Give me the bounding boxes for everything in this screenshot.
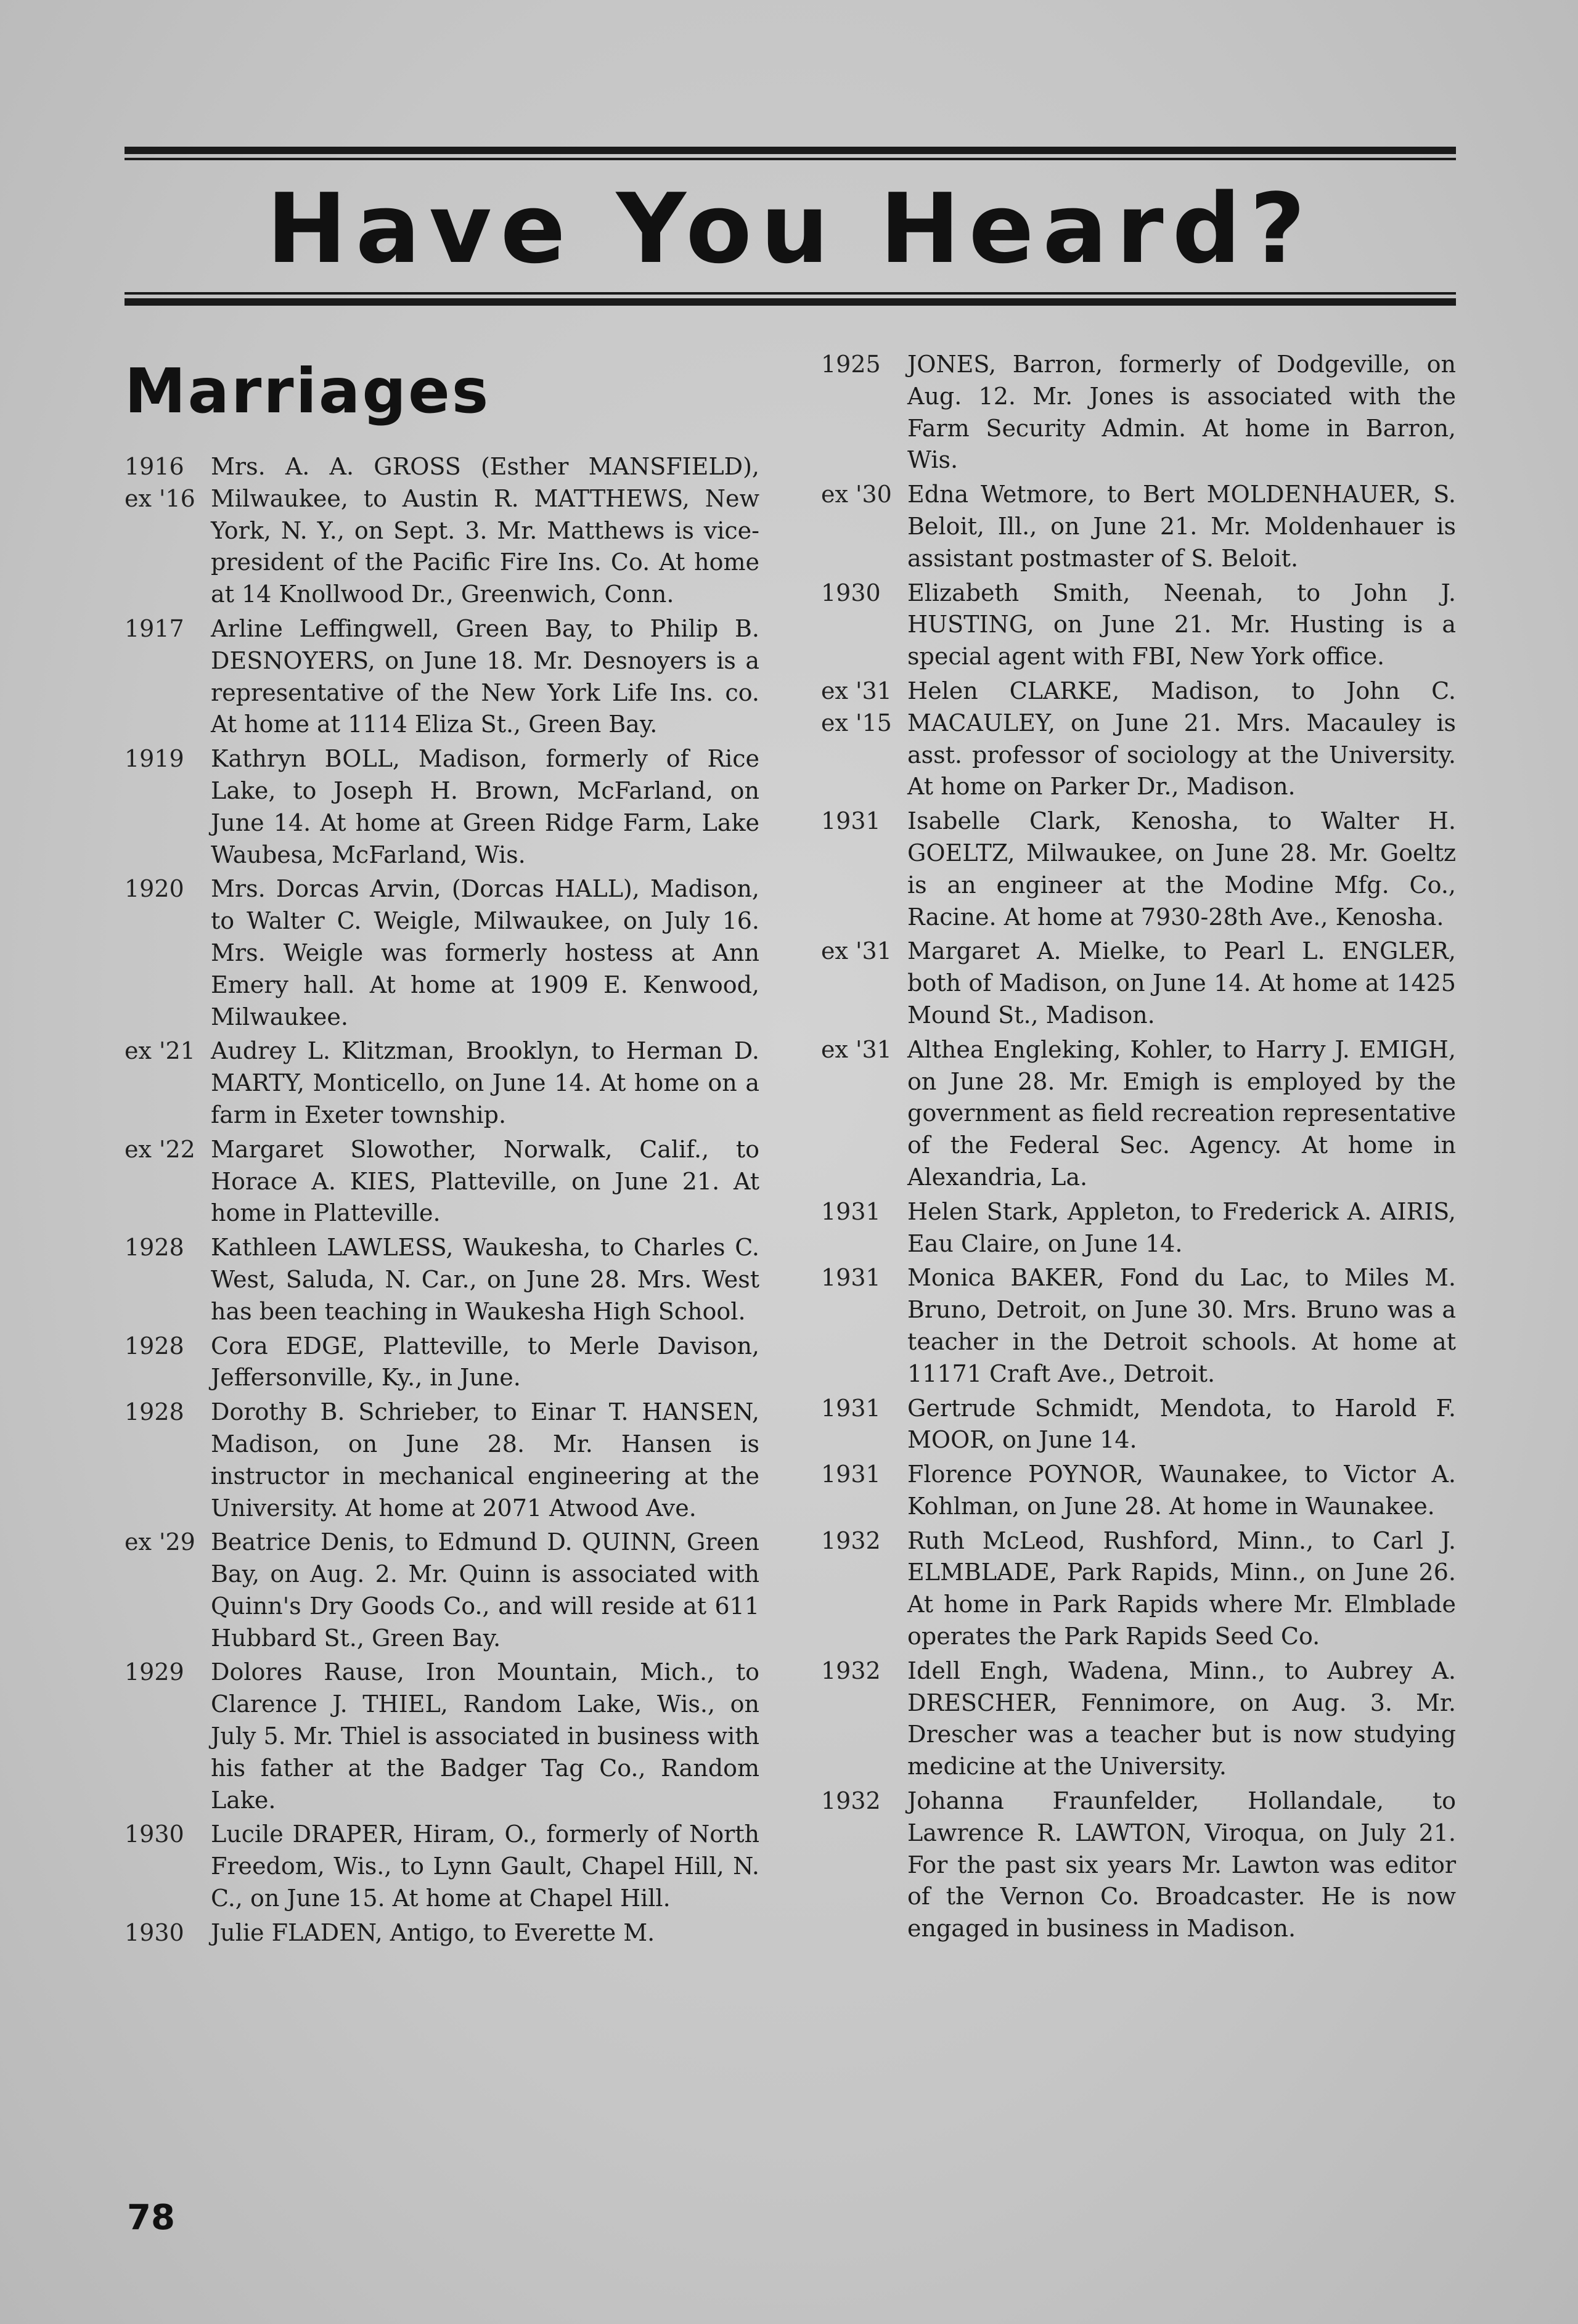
entry-year: 1920 [125, 875, 184, 903]
entry-text: Dolores Rause, Iron Mountain, Mich., to Clarence J. THIEL, Random Lake, Wis., on July 5. Mr. Thiel is associated in business with his father at the Badger Tag Co., Random Lake. [211, 1658, 759, 1814]
entry-text: Florence POYNOR, Waunakee, to Victor A. Kohlman, on June 28. At home in Waunakee. [907, 1461, 1456, 1520]
marriage-entry [821, 1785, 1456, 1945]
entry-text: Margaret Slowother, Norwalk, Calif., to Horace A. KIES, Platteville, on June 21. At home in Platteville. [211, 1135, 759, 1227]
entry-text: Monica BAKER, Fond du Lac, to Miles M. Bruno, Detroit, on June 30. Mrs. Bruno was a teacher in the Detroit schools. At home at 11171 Craft Ave., Detroit. [907, 1264, 1456, 1387]
entry-year: ex '29 [125, 1528, 195, 1556]
entry-text: Margaret A. Mielke, to Pearl L. ENGLER, both of Madison, on June 14. At home at 1425 Mound St., Madison. [907, 937, 1456, 1029]
marriage-entry [125, 1819, 759, 1914]
entry-text: Johanna Fraunfelder, Hollandale, to Lawrence R. LAWTON, Viroqua, on July 21. For the past six years Mr. Lawton was editor of the Vernon Co. Broadcaster. He is now engaged in business in Madison. [907, 1787, 1456, 1943]
entry-text: JONES, Barron, formerly of Dodgeville, on Aug. 12. Mr. Jones is associated with the Farm Security Admin. At home in Barron, Wis. [907, 351, 1456, 474]
entry-year: 1931 [821, 807, 881, 835]
marriage-entry [821, 936, 1456, 1031]
page-number: 78 [127, 2198, 175, 2238]
entry-text: Elizabeth Smith, Neenah, to John J. HUSTING, on June 21. Mr. Husting is a special agent with FBI, New York office. [907, 579, 1456, 671]
entry-text: Julie FLADEN, Antigo, to Everette M. [211, 1918, 655, 1946]
marriage-entry [821, 1655, 1456, 1783]
entry-text: Edna Wetmore, to Bert MOLDENHAUER, S. Beloit, Ill., on June 21. Mr. Moldenhauer is assistant postmaster of S. Beloit. [907, 481, 1456, 572]
entry-year: 1931 [821, 1394, 881, 1422]
entry-year: 1929 [125, 1658, 184, 1686]
entry-year: 1930 [821, 579, 881, 606]
header-top-thin-rule [125, 158, 1456, 160]
entry-text: Beatrice Denis, to Edmund D. QUINN, Green Bay, on Aug. 2. Mr. Quinn is associated with Quinn's Dry Goods Co., and will reside at 611 Hubbard St., Green Bay. [211, 1528, 759, 1652]
header-bottom-thin-rule [125, 292, 1456, 295]
marriage-entry [125, 873, 759, 1033]
entry-text: Mrs. A. A. GROSS (Esther MANSFIELD), Milwaukee, to Austin R. MATTHEWS, New York, N. Y., on Sept. 3. Mr. Matthews is vice-president of the Pacific Fire Ins. Co. At home at 14 Knollwood Dr., Greenwich, Conn. [211, 453, 759, 608]
entry-text: Helen Stark, Appleton, to Frederick A. AIRIS, Eau Claire, on June 14. [907, 1197, 1456, 1257]
marriage-entry [125, 1331, 759, 1395]
entry-year: 1928 [125, 1398, 184, 1426]
entry-text: Arline Leffingwell, Green Bay, to Philip B. DESNOYERS, on June 18. Mr. Desnoyers is a representative of the New York Life Ins. co. At home at 1114 Eliza St., Green Bay. [211, 614, 759, 738]
marriage-entry [125, 1917, 759, 1949]
entry-text: Althea Engleking, Kohler, to Harry J. EMIGH, on June 28. Mr. Emigh is employed by the government as field recreation representative of the Federal Sec. Agency. At home in Alexandria, La. [907, 1035, 1456, 1191]
entry-text: Audrey L. Klitzman, Brooklyn, to Herman D. MARTY, Monticello, on June 14. At home on a farm in Exeter township. [211, 1037, 759, 1128]
marriage-entry [125, 1657, 759, 1816]
marriage-entry [821, 1262, 1456, 1390]
entry-text: Kathryn BOLL, Madison, formerly of Rice Lake, to Joseph H. Brown, McFarland, on June 14. At home at Green Ridge Farm, Lake Waubesa, McFarland, Wis. [211, 745, 759, 868]
entry-year: 1916 ex '16 [125, 453, 195, 512]
entry-year: 1931 [821, 1264, 881, 1292]
entry-text: Isabelle Clark, Kenosha, to Walter H. GOELTZ, Milwaukee, on June 28. Mr. Goeltz is an engineer at the Modine Mfg. Co., Racine. At home at 7930-28th Ave., Kenosha. [907, 807, 1456, 931]
marriage-entry [821, 1034, 1456, 1194]
marriage-entry [821, 349, 1456, 476]
entry-year: 1932 [821, 1787, 881, 1815]
marriage-entry [821, 1196, 1456, 1260]
entry-year: 1919 [125, 745, 184, 773]
entry-year: ex '30 [821, 481, 892, 508]
marriage-entry [125, 1232, 759, 1327]
entry-year: 1931 [821, 1197, 881, 1225]
marriage-entry [821, 577, 1456, 673]
section-title-marriages: Marriages [125, 355, 491, 427]
entry-year: 1932 [821, 1527, 881, 1554]
marriage-entry [125, 1527, 759, 1654]
entry-year: 1930 [125, 1918, 184, 1946]
entry-year: ex '22 [125, 1135, 195, 1163]
entry-year: ex '31 [821, 937, 892, 965]
entry-text: Ruth McLeod, Rushford, Minn., to Carl J. ELMBLADE, Park Rapids, Minn., on June 26. At home in Park Rapids where Mr. Elmblade operates the Park Rapids Seed Co. [907, 1527, 1456, 1650]
entry-year: ex '31 [821, 1035, 892, 1063]
marriage-entry [821, 1393, 1456, 1457]
marriage-entry [125, 613, 759, 741]
entry-text: Kathleen LAWLESS, Waukesha, to Charles C. West, Saluda, N. Car., on June 28. Mrs. West has been teaching in Waukesha High School. [211, 1234, 759, 1325]
marriage-entry [821, 1459, 1456, 1523]
header-bottom-rule [125, 298, 1456, 306]
entry-year: ex '21 [125, 1037, 195, 1065]
entry-text: Mrs. Dorcas Arvin, (Dorcas HALL), Madison, to Walter C. Weigle, Milwaukee, on July 16. Mrs. Weigle was formerly hostess at Ann Emery hall. At home at 1909 E. Kenwood, Milwaukee. [211, 875, 759, 1030]
marriage-entry [821, 675, 1456, 803]
marriage-entry [125, 743, 759, 871]
entry-text: Gertrude Schmidt, Mendota, to Harold F. MOOR, on June 14. [907, 1394, 1456, 1454]
marriage-entry [125, 1134, 759, 1229]
entry-year: 1928 [125, 1332, 184, 1360]
marriage-entry [821, 479, 1456, 574]
entry-text: Dorothy B. Schrieber, to Einar T. HANSEN, Madison, on June 28. Mr. Hansen is instructor in mechanical engineering at the University. At home at 2071 Atwood Ave. [211, 1398, 759, 1522]
header-top-rule [125, 147, 1456, 154]
entry-year: ex '31 ex '15 [821, 677, 892, 736]
marriage-entry [125, 451, 759, 611]
entry-year: 1925 [821, 351, 881, 378]
page-headline: Have You Heard? [266, 173, 1314, 285]
entry-year: 1930 [125, 1820, 184, 1848]
entry-year: 1917 [125, 614, 184, 642]
entry-text: Idell Engh, Wadena, Minn., to Aubrey A. DRESCHER, Fennimore, on Aug. 3. Mr. Drescher was a teacher but is now studying medicine at the University. [907, 1657, 1456, 1780]
entry-text: Helen CLARKE, Madison, to John C. MACAULEY, on June 21. Mrs. Macauley is asst. professor of sociology at the University. At home on Parker Dr., Madison. [907, 677, 1456, 801]
entry-year: 1928 [125, 1234, 184, 1262]
left-column [125, 451, 759, 1952]
entry-text: Cora EDGE, Platteville, to Merle Davison, Jeffersonville, Ky., in June. [211, 1332, 759, 1392]
marriage-entry [821, 1525, 1456, 1653]
entry-year: 1932 [821, 1657, 881, 1684]
marriage-entry [125, 1396, 759, 1524]
marriage-entry [821, 805, 1456, 933]
marriage-entry [125, 1035, 759, 1131]
entry-year: 1931 [821, 1461, 881, 1488]
right-column [821, 349, 1456, 1947]
entry-text: Lucile DRAPER, Hiram, O., formerly of North Freedom, Wis., to Lynn Gault, Chapel Hill, N. C., on June 15. At home at Chapel Hill. [211, 1820, 759, 1912]
